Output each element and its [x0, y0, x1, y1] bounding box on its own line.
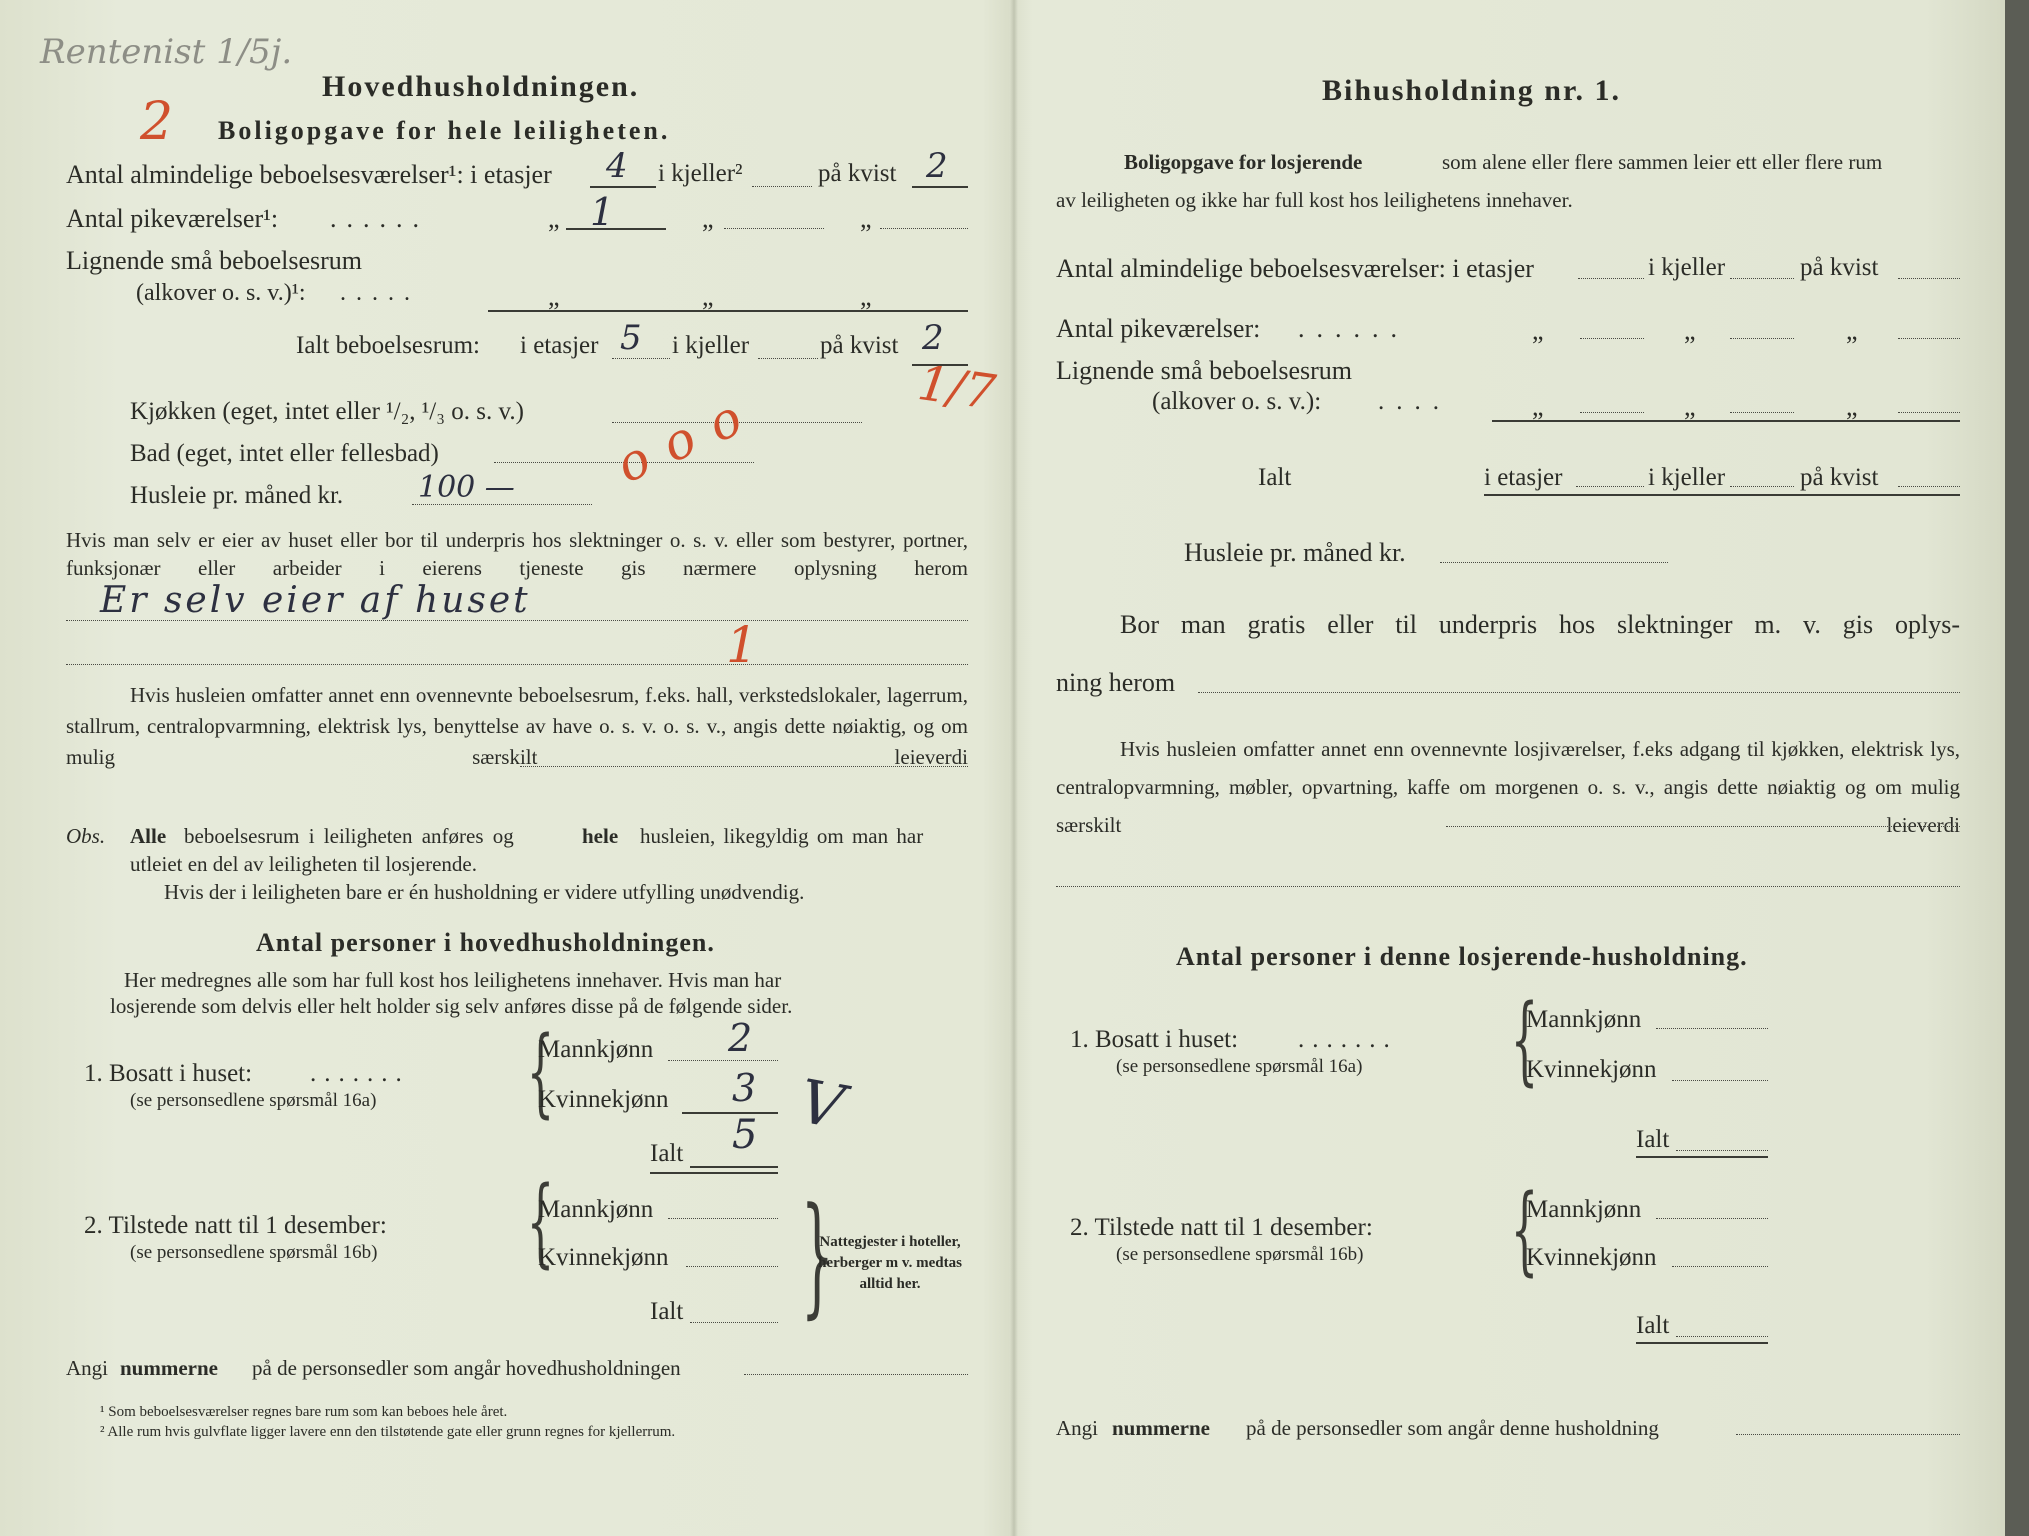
- bad-label: Bad (eget, intet eller fellesbad): [130, 440, 439, 467]
- right-kjeller-label: i kjeller: [1648, 254, 1726, 281]
- field-line: [744, 1374, 968, 1375]
- ialt-rooms-label: Ialt beboelsesrum:: [296, 332, 480, 359]
- obs-text2: husleien, likegyldig om man har: [640, 824, 924, 848]
- field-line: [520, 766, 968, 767]
- owner-instructions: Hvis man selv er eier av huset eller bor til underpris hos slektninger o. s. v. eller som bestyrer, portner, funksjonær eller arbeider i eierens tjeneste gis nærmere oplysning herom: [66, 528, 968, 580]
- field-line: [1898, 338, 1960, 339]
- right-gratis-text2: ning herom: [1056, 668, 1176, 697]
- red-one-mark: 1: [726, 616, 758, 674]
- brace: {: [526, 1166, 555, 1278]
- field-line: [1446, 826, 1960, 827]
- husleie-value: 100 —: [418, 470, 515, 505]
- sum-rule: [1484, 494, 1960, 496]
- q1-mann-value: 2: [728, 1016, 753, 1060]
- right-q1-mann-label: Mannkjønn: [1526, 1006, 1642, 1033]
- right-row3-label-b: (alkover o. s. v.):: [1152, 388, 1322, 415]
- field-line: [1898, 412, 1960, 413]
- right-persons-title: Antal personer i denne losjerende-husholdning.: [1176, 942, 1748, 971]
- q2-mann-label: Mannkjønn: [538, 1196, 654, 1223]
- kjeller-label: i kjeller²: [658, 160, 743, 187]
- q1-sub: (se personsedlene spørsmål 16a): [130, 1090, 377, 1111]
- leader-dots: ......: [330, 204, 429, 233]
- field-line: [1580, 412, 1644, 413]
- left-title: Hovedhusholdningen.: [322, 70, 640, 103]
- field-line: [1898, 486, 1960, 487]
- right-q1-kvinne-label: Kvinnekjønn: [1526, 1056, 1657, 1083]
- right-intro-text1: som alene eller flere sammen leier ett eller flere rum: [1442, 150, 1883, 174]
- persons-title: Antal personer i hovedhusholdningen.: [256, 928, 715, 957]
- field-line: [1576, 486, 1644, 487]
- q1-label: 1. Bosatt i huset:: [84, 1060, 253, 1087]
- sum-rule: [488, 310, 968, 312]
- q1-mann-label: Mannkjønn: [538, 1036, 654, 1063]
- field-line: [690, 1322, 778, 1323]
- obs-text3: utleiet en del av leiligheten til losjerende.: [130, 852, 477, 876]
- field-line: [566, 228, 666, 230]
- right-kvist-label: på kvist: [1800, 254, 1879, 281]
- rooms-row3-label-a: Lignende små beboelsesrum: [66, 246, 363, 275]
- right-intro-text2: av leiligheten og ikke har full kost hos leilighetens innehaver.: [1056, 188, 1573, 212]
- check-mark: V: [794, 1066, 850, 1144]
- brace: }: [800, 1179, 834, 1331]
- ditto-mark: „: [1532, 392, 1544, 421]
- field-line: [686, 1266, 778, 1267]
- field-line: [668, 1218, 778, 1219]
- right-ialt-label: Ialt: [1258, 464, 1292, 491]
- right-ialt-kvist-label: på kvist: [1800, 464, 1879, 491]
- red-code-marks: o o o: [607, 387, 753, 495]
- field-line: [1730, 278, 1794, 279]
- right-gratis-text1: Bor man gratis eller til underpris hos slektninger m. v. gis oplys-: [1120, 610, 1960, 639]
- q2-sub: (se personsedlene spørsmål 16b): [130, 1242, 378, 1263]
- page-fold: [1010, 0, 1018, 1536]
- field-line: [66, 664, 968, 665]
- ditto-mark: „: [702, 204, 714, 233]
- sum-rule: [1636, 1342, 1768, 1344]
- ditto-mark: „: [860, 204, 872, 233]
- ditto-mark: „: [1684, 316, 1696, 345]
- field-line: [1736, 1434, 1960, 1435]
- sum-rule: [650, 1172, 778, 1174]
- ialt-etasjer-value: 5: [620, 318, 642, 358]
- red-mark-number: 2: [140, 92, 174, 152]
- ditto-mark: „: [1846, 316, 1858, 345]
- leader-dots: .......: [310, 1060, 410, 1087]
- field-line: [1676, 1336, 1768, 1337]
- right-row2-label: Antal pikeværelser:: [1056, 314, 1261, 343]
- ialt-kjeller-label: i kjeller: [672, 332, 750, 359]
- field-line: [66, 620, 968, 621]
- leader-dots: ....: [1378, 388, 1451, 415]
- obs-hele: hele: [582, 824, 619, 848]
- right-ialt-etasjer-label: i etasjer: [1484, 464, 1563, 491]
- leader-dots: .....: [340, 280, 420, 306]
- right-q2-label: 2. Tilstede natt til 1 desember:: [1070, 1214, 1373, 1241]
- field-line: [1672, 1266, 1768, 1267]
- brace: {: [1510, 1174, 1539, 1286]
- right-ialt-kjeller-label: i kjeller: [1648, 464, 1726, 491]
- field-line: [758, 358, 818, 359]
- field-line: [668, 1060, 778, 1061]
- field-line: [1676, 1150, 1768, 1151]
- night-guest-note: Nattegjester i hoteller, herberger m v. medtas alltid her.: [818, 1234, 962, 1292]
- extra-instructions: Hvis husleien omfatter annet enn ovennevnte beboelsesrum, f.eks. hall, verkstedslokaler, lagerrum, stallrum, centralopvarmning, elektrisk lys, benyttelse av have o. s. v. o. s. v., angis dette nøiaktig, og om mulig særskilt leieverdi: [66, 683, 968, 769]
- field-line: [724, 228, 824, 229]
- brace: {: [1510, 984, 1539, 1096]
- q1-ialt-value: 5: [732, 1112, 758, 1158]
- rooms-row2-etasjer: 1: [590, 190, 615, 234]
- pencil-note: Rentenist 1/5j.: [40, 32, 293, 72]
- field-line: [1440, 562, 1668, 563]
- field-line: [1730, 338, 1794, 339]
- obs-alle: Alle: [130, 824, 167, 848]
- obs-text1: beboelsesrum i leiligheten anføres og: [184, 824, 514, 848]
- right-title: Bihusholdning nr. 1.: [1322, 74, 1622, 107]
- q2-ialt-label: Ialt: [650, 1298, 684, 1325]
- right-intro-bold: Boligopgave for losjerende: [1124, 150, 1363, 174]
- field-line: [1730, 486, 1794, 487]
- q2-kvinne-label: Kvinnekjønn: [538, 1244, 669, 1271]
- right-husleie-label: Husleie pr. måned kr.: [1184, 538, 1406, 567]
- footnote-2: ² Alle rum hvis gulvflate ligger lavere enn den tilstøtende gate eller grunn regnes for kjellerrum.: [100, 1424, 676, 1440]
- rooms-row1-label: Antal almindelige beboelsesværelser¹: i etasjer: [66, 160, 552, 189]
- field-line: [1656, 1028, 1768, 1029]
- owner-answer: Er selv eier af huset: [100, 580, 531, 621]
- ditto-mark: „: [548, 282, 560, 311]
- right-q2-kvinne-label: Kvinnekjønn: [1526, 1244, 1657, 1271]
- right-q1-ialt-label: Ialt: [1636, 1126, 1670, 1153]
- brace: {: [526, 1016, 555, 1128]
- field-line: [682, 1112, 778, 1114]
- q1-ialt-label: Ialt: [650, 1140, 684, 1167]
- right-row3-label-a: Lignende små beboelsesrum: [1056, 356, 1353, 385]
- red-fraction-mark: 1/7: [914, 354, 999, 422]
- field-line: [1656, 1218, 1768, 1219]
- ditto-mark: „: [1684, 392, 1696, 421]
- ditto-mark: „: [860, 282, 872, 311]
- ditto-mark: „: [548, 204, 560, 233]
- sum-rule: [1636, 1156, 1768, 1158]
- right-row1-label: Antal almindelige beboelsesværelser: i etasjer: [1056, 254, 1534, 283]
- footnote-1: ¹ Som beboelsesværelser regnes bare rum som kan beboes hele året.: [100, 1404, 508, 1420]
- rooms-row2-label: Antal pikeværelser¹:: [66, 204, 279, 233]
- right-q2-ialt-label: Ialt: [1636, 1312, 1670, 1339]
- field-line: [1578, 278, 1644, 279]
- field-line: [690, 1166, 778, 1168]
- persons-text1: Her medregnes alle som har full kost hos leilighetens innehaver. Hvis man har: [124, 968, 782, 992]
- rooms-row1-etasjer: 4: [606, 146, 628, 186]
- angi-pre: Angi: [66, 1356, 108, 1380]
- right-q1-label: 1. Bosatt i huset:: [1070, 1026, 1239, 1053]
- right-angi-bold: nummerne: [1112, 1416, 1210, 1440]
- obs-text4: Hvis der i leiligheten bare er én husholdning er videre utfylling unødvendig.: [164, 880, 805, 904]
- left-subtitle: Boligopgave for hele leiligheten.: [218, 116, 671, 145]
- q2-label: 2. Tilstede natt til 1 desember:: [84, 1212, 387, 1239]
- ditto-mark: „: [702, 282, 714, 311]
- ialt-etasjer-label: i etasjer: [520, 332, 599, 359]
- kjokken-label: Kjøkken (eget, intet eller ¹/₂, ¹/₃ o. s. v.): [130, 398, 524, 425]
- field-line: [1672, 1080, 1768, 1081]
- field-line: [1898, 278, 1960, 279]
- q1-kvinne-label: Kvinnekjønn: [538, 1086, 669, 1113]
- right-angi-post: på de personsedler som angår denne husholdning: [1246, 1416, 1659, 1440]
- field-line: [912, 186, 968, 188]
- husleie-label: Husleie pr. måned kr.: [130, 482, 344, 509]
- leader-dots: .......: [1298, 1026, 1398, 1053]
- rooms-row1-kvist: 2: [926, 146, 948, 186]
- field-line: [1056, 886, 1960, 887]
- leader-dots: ......: [1298, 314, 1409, 343]
- right-q2-mann-label: Mannkjønn: [1526, 1196, 1642, 1223]
- field-line: [590, 186, 656, 188]
- right-extra-instructions: Hvis husleien omfatter annet enn ovennevnte losjiværelser, f.eks adgang til kjøkken, elektrisk lys, centralopvarmning, møbler, opvartning, kaffe om morgenen o. s. v., angis dette nøiaktig og om mulig særskilt leieverdi: [1056, 737, 1960, 837]
- angi-bold: nummerne: [120, 1356, 218, 1380]
- right-angi-pre: Angi: [1056, 1416, 1098, 1440]
- right-q1-sub: (se personsedlene spørsmål 16a): [1116, 1056, 1363, 1077]
- persons-text2: losjerende som delvis eller helt holder sig selv anføres disse på de følgende sider.: [110, 994, 793, 1018]
- sum-rule: [1492, 420, 1960, 422]
- ditto-mark: „: [1532, 316, 1544, 345]
- field-line: [1198, 692, 1960, 693]
- field-line: [612, 358, 670, 359]
- kvist-label: på kvist: [818, 160, 897, 187]
- ialt-kvist-label: på kvist: [820, 332, 899, 359]
- rooms-row3-label-b: (alkover o. s. v.)¹:: [136, 280, 306, 306]
- angi-post: på de personsedler som angår hovedhusholdningen: [252, 1356, 681, 1380]
- field-line: [752, 186, 812, 187]
- right-q2-sub: (se personsedlene spørsmål 16b): [1116, 1244, 1364, 1265]
- obs-label: Obs.: [66, 824, 106, 848]
- ialt-kvist-value: 2: [922, 318, 944, 358]
- field-line: [1580, 338, 1644, 339]
- ditto-mark: „: [1846, 392, 1858, 421]
- q1-kvinne-value: 3: [732, 1066, 757, 1110]
- field-line: [880, 228, 968, 229]
- field-line: [1730, 412, 1794, 413]
